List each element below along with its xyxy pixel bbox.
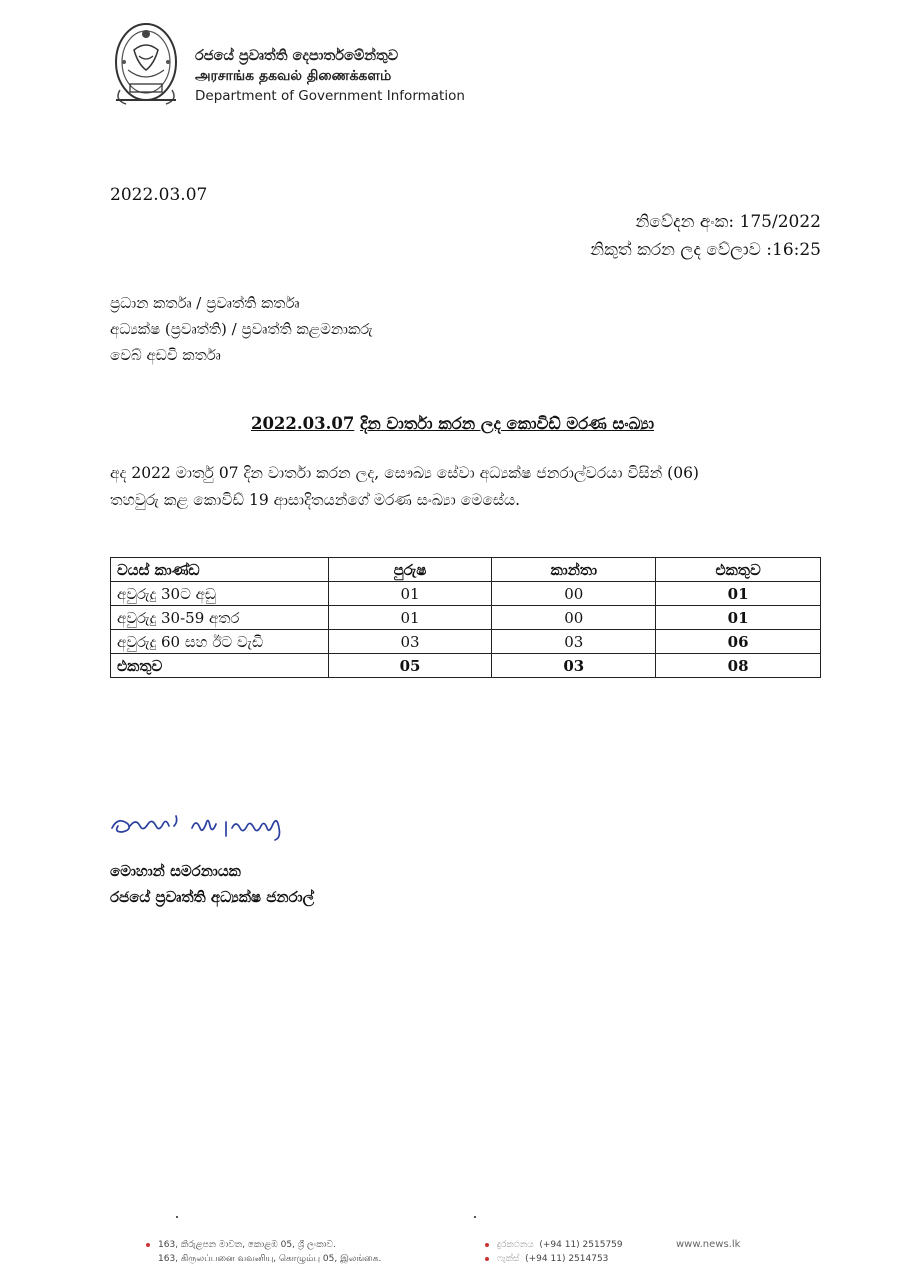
heading-date: 2022.03.07 xyxy=(250,414,355,433)
footer-website[interactable]: www.news.lk xyxy=(676,1239,741,1250)
reference-block xyxy=(590,208,821,264)
cell-female: 00 xyxy=(492,606,656,630)
cell-total: 01 xyxy=(656,606,821,630)
footer-address-line: 163, கிருலப்பனை வவனியு, கொழும்பு 05, இலங்கை. xyxy=(158,1254,382,1264)
recipient-line: ප්‍රධාන කර්තෘ / ප්‍රවෘත්ති කර්තෘ xyxy=(110,294,300,312)
document-heading xyxy=(0,414,905,434)
signer-block xyxy=(110,858,314,910)
notice-number: නිවේදන අංක: 175/2022 xyxy=(635,212,821,232)
phone-number: (+94 11) 2515759 xyxy=(539,1240,623,1250)
cell-total: 06 xyxy=(656,630,821,654)
heading-text: දින වාර්තා කරන ලද කොවිඩ් මරණ සංඛ්‍යා xyxy=(360,414,655,433)
cell-age-group: අවුරුදු 60 සහ ඊට වැඩි xyxy=(111,630,329,654)
table-row xyxy=(111,606,821,630)
cell-total-label: එකතුව xyxy=(111,654,329,678)
bullet-icon xyxy=(485,1243,489,1247)
table-row xyxy=(111,630,821,654)
phone-label: දුරකථනය xyxy=(497,1240,534,1250)
cell-age-group: අවුරුදු 30ට අඩු xyxy=(111,582,329,606)
cell-female: 00 xyxy=(492,582,656,606)
cell-total: 01 xyxy=(656,582,821,606)
fax-label: ෆැක්ස් xyxy=(497,1254,520,1264)
recipient-line: අධ්‍යක්ෂ (ප්‍රවෘත්ති) / ප්‍රවෘත්ති කළමනාකරු xyxy=(110,320,373,338)
letterhead-english: Department of Government Information xyxy=(195,88,465,104)
table-row xyxy=(111,582,821,606)
cell-male: 03 xyxy=(328,630,492,654)
recipient-line: වෙබ් අඩවි කර්තෘ xyxy=(110,346,221,364)
footer-address-line: 163, කිරුළපන මාවත, කොළඹ 05, ශ්‍රී ලංකාව. xyxy=(158,1240,336,1250)
body-line: තහවුරු කළ කොවිඩ් 19 ආසාදිතයන්ගේ මරණ සංඛ්‍යා මෙසේය. xyxy=(110,491,521,509)
letterhead xyxy=(195,46,465,106)
body-paragraph xyxy=(110,460,830,514)
signer-title: රජයේ ප්‍රවෘත්ති අධ්‍යක්ෂ ජනරාල් xyxy=(110,888,315,906)
page-footer xyxy=(0,1238,905,1280)
header-age-group: වයස් කාණ්ඩ xyxy=(111,558,329,582)
table-total-row xyxy=(111,654,821,678)
release-time: නිකුත් කරන ලද වේලාව :16:25 xyxy=(590,240,821,260)
recipients-list xyxy=(110,290,373,368)
handwritten-signature xyxy=(108,806,318,848)
footer-contacts xyxy=(485,1238,623,1266)
header-total: එකතුව xyxy=(656,558,821,582)
cell-male: 01 xyxy=(328,582,492,606)
cell-total-male: 05 xyxy=(328,654,492,678)
letterhead-sinhala: රජයේ ප්‍රවෘත්ති දෙපාර්තමේන්තුව xyxy=(195,48,399,64)
cell-total-female: 03 xyxy=(492,654,656,678)
bullet-icon xyxy=(485,1257,489,1261)
body-line: අද 2022 මාර්තු 07 දින වාර්තා කරන ලද, සෞඛ්‍ය සේවා අධ්‍යක්ෂ ජනරාල්වරයා විසින් (06) xyxy=(110,464,699,482)
cell-age-group: අවුරුදු 30-59 අතර xyxy=(111,606,329,630)
government-emblem-icon xyxy=(106,20,186,110)
cell-grand-total: 08 xyxy=(656,654,821,678)
document-date: 2022.03.07 xyxy=(110,185,208,205)
cell-male: 01 xyxy=(328,606,492,630)
footer-address xyxy=(146,1238,381,1266)
header-female: කාන්තා xyxy=(492,558,656,582)
deaths-by-age-table xyxy=(110,557,821,678)
fax-number: (+94 11) 2514753 xyxy=(525,1254,609,1264)
header-male: පුරුෂ xyxy=(328,558,492,582)
cell-female: 03 xyxy=(492,630,656,654)
table-header-row xyxy=(111,558,821,582)
letterhead-tamil: அரசாங்க தகவல் திணைக்களம் xyxy=(195,68,392,84)
bullet-icon xyxy=(146,1243,150,1247)
signer-name: මොහාන් සමරනායක xyxy=(110,862,241,880)
